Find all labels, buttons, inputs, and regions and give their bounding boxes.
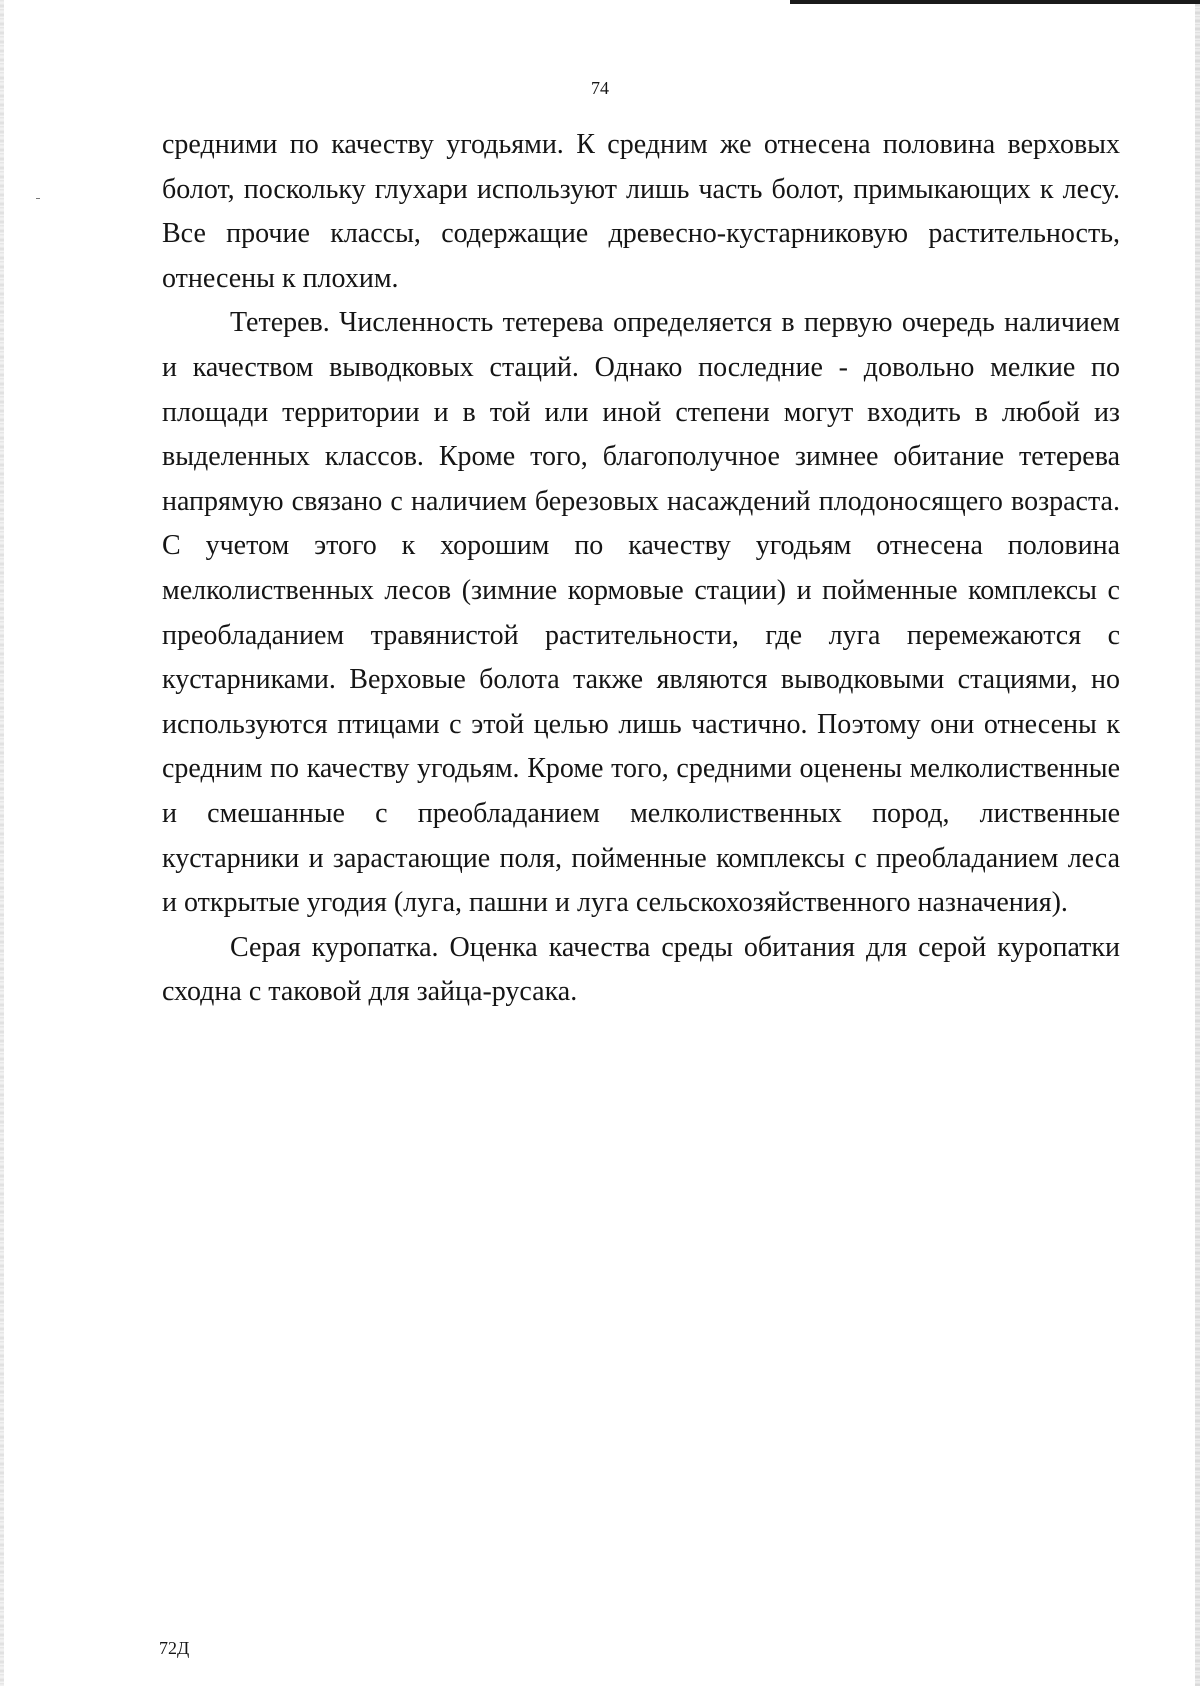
scan-edge-top [790, 0, 1200, 4]
paragraph-seraya-kuropatka: Серая куропатка. Оценка качества среды обитания для серой куропатки сходна с таковой для зайца-русака. [162, 931, 1120, 1008]
paragraph-teterev: Тетерев. Численность тетерева определяется в первую очередь наличием и качеством выводковых стаций. Однако последние - довольно мелкие по площади территории и в той или иной степени могут входить в любой из выделенных классов. Кроме того, благополучное зимнее обитание тетерева напрямую связано с наличием березовых насаждений плодоносящего возраста. С учетом этого к хорошим по качеству угодьям отнесена половина мелколиственных лесов (зимние кормовые стации) и пойменные комплексы с преобладанием травянистой растительности, где луга перемежаются с кустарниками. Верховые болота также являются выводковыми стациями, но используются птицами с этой целью лишь частично. Поэтому они отнесены к средним по качеству угодьям. Кроме того, средними оценены мелколиственные и смешанные с преобладанием мелколиственных пород, лиственные кустарники и зарастающие поля, пойменные комплексы с преобладанием леса и открытые угодия (луга, пашни и луга сельскохозяйственного назначения). [162, 307, 1120, 919]
paragraph-continuation: средними по качеству угодьями. К средним же отнесена половина верховых болот, поскольку глухари используют лишь часть болот, примыкающих к лесу. Все прочие классы, содержащие древесно-кустарниковую растительность, отнесены к плохим. [162, 129, 1120, 294]
document-body [162, 123, 1120, 1015]
footer-code: 72Д [159, 1638, 190, 1658]
scan-artifact-mark [36, 198, 40, 199]
scan-edge-left [0, 0, 4, 1686]
scan-edge-right [1195, 0, 1200, 1686]
page-number: 74 [591, 78, 609, 98]
